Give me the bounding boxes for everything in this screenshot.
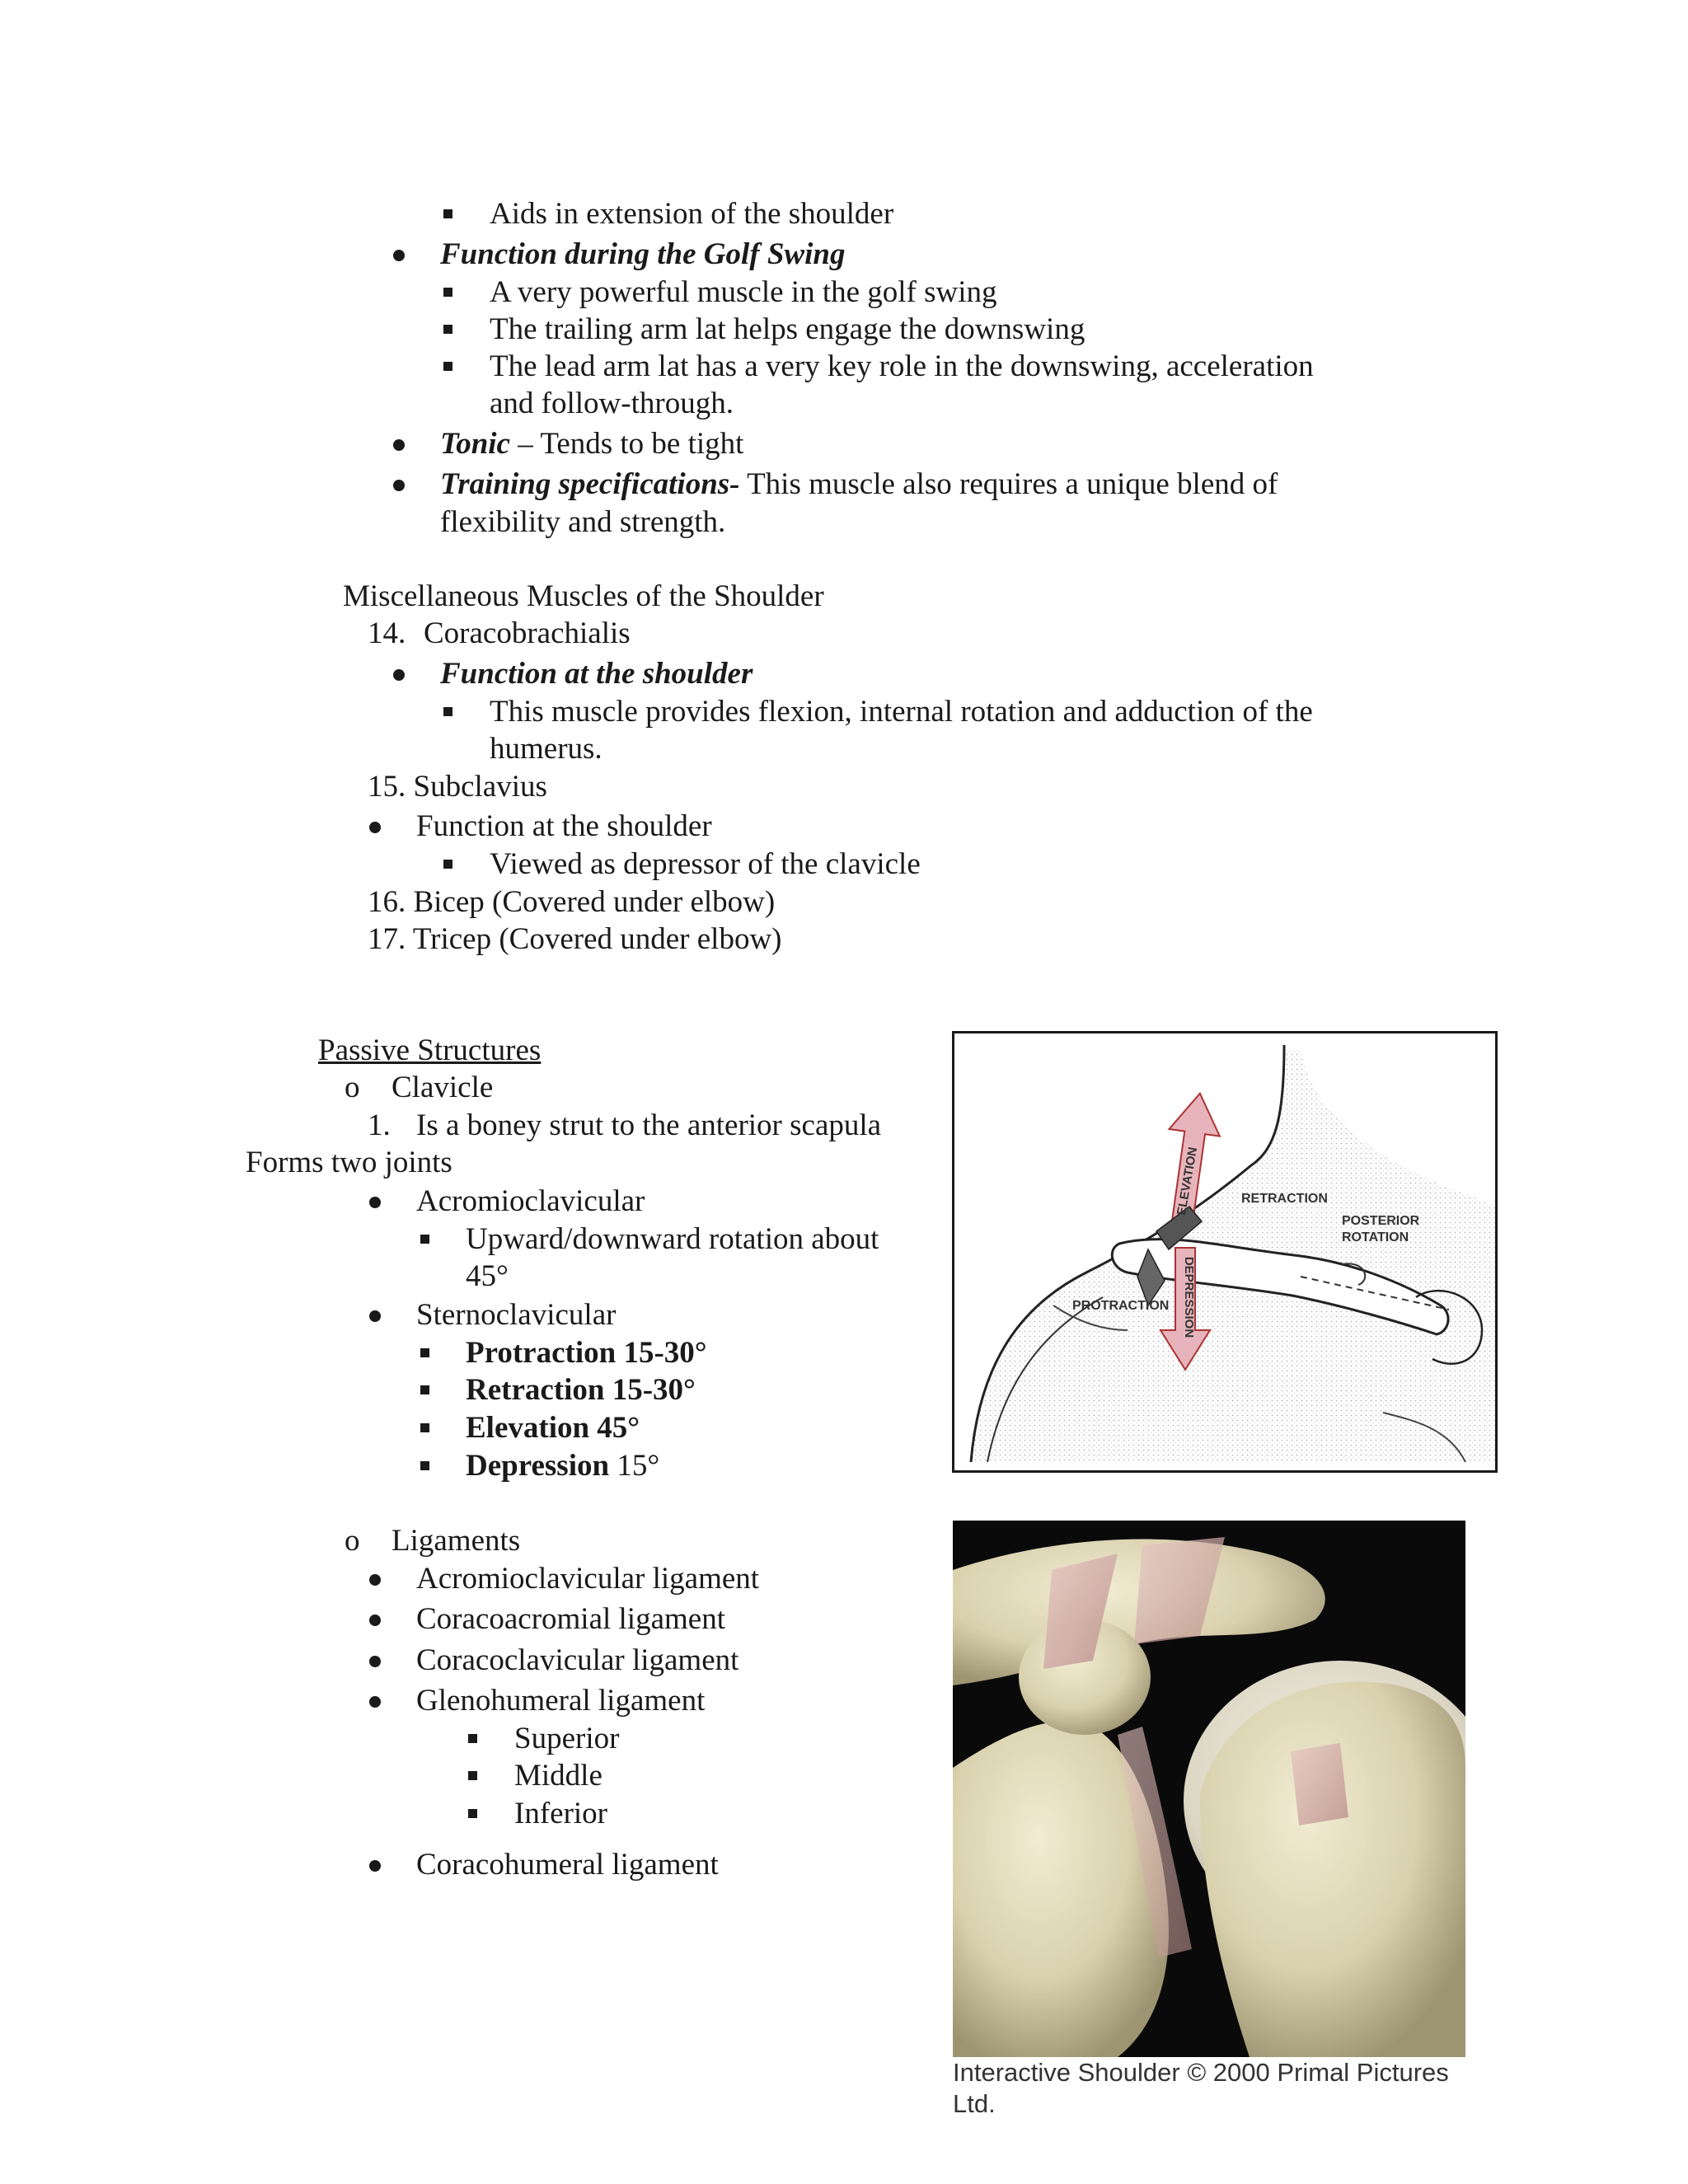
text-line: Glenohumeral ligament: [416, 1684, 706, 1718]
text-line: Ligaments: [392, 1524, 521, 1558]
bullet-dot: [369, 1860, 381, 1872]
text-line: Inferior: [514, 1797, 607, 1830]
bullet-square: [443, 325, 452, 334]
text-line: 17. Tricep (Covered under elbow): [368, 922, 782, 956]
text-line: Protraction 15-30°: [466, 1336, 707, 1370]
protraction-label: PROTRACTION: [1072, 1299, 1170, 1313]
text-line: Sternoclavicular: [416, 1298, 617, 1332]
bullet-dot: [369, 822, 381, 833]
text-line: Coracobrachialis: [424, 616, 631, 650]
term: Tonic: [440, 427, 510, 461]
bullet-o: o: [345, 1071, 360, 1104]
bullet-square: [443, 362, 452, 371]
bullet-square: [420, 1235, 429, 1244]
rotation-label: ROTATION: [1342, 1230, 1409, 1244]
text-line: Middle: [514, 1759, 603, 1793]
text-line: flexibility and strength.: [440, 505, 726, 539]
clavicle-motion-figure: [952, 1031, 1498, 1473]
term: Training specifications-: [440, 467, 740, 501]
section-heading: Passive Structures: [318, 1033, 542, 1067]
term: Depression: [466, 1449, 610, 1483]
text-line: Viewed as depressor of the clavicle: [490, 847, 921, 881]
text-line: 45°: [466, 1259, 509, 1293]
text-line: Coracoclavicular ligament: [416, 1643, 739, 1677]
text-line: Coracohumeral ligament: [416, 1848, 719, 1882]
bullet-dot: [369, 1656, 381, 1667]
bullet-square: [420, 1461, 429, 1470]
bullet-dot: [369, 1310, 381, 1322]
bullet-dot: [393, 250, 405, 261]
bullet-dot: [393, 480, 405, 491]
subheading: Function at the shoulder: [440, 657, 753, 691]
definition: 15°: [609, 1449, 660, 1483]
bullet-dot: [393, 439, 405, 451]
list-number: 1.: [368, 1108, 391, 1142]
text-line: Elevation 45°: [466, 1411, 640, 1445]
text-line: Coracoacromial ligament: [416, 1602, 725, 1636]
bullet-dot: [393, 669, 405, 681]
text-line: Acromioclavicular ligament: [416, 1562, 760, 1596]
caption-line: Ltd.: [953, 2089, 996, 2118]
text-line: The lead arm lat has a very key role in the downswing, acceleration: [490, 349, 1314, 383]
bullet-square: [468, 1809, 477, 1818]
text-line: 15. Subclavius: [368, 770, 547, 804]
text-line: Upward/downward rotation about: [466, 1222, 879, 1256]
bullet-square: [443, 288, 452, 297]
text-line: Function at the shoulder: [416, 809, 712, 843]
bullet-dot: [369, 1574, 381, 1586]
text-line: The trailing arm lat helps engage the downswing: [490, 312, 1085, 346]
bullet-dot: [369, 1615, 381, 1626]
bullet-o: o: [345, 1524, 360, 1558]
bullet-dot: [369, 1197, 381, 1208]
text-line: 16. Bicep (Covered under elbow): [368, 885, 776, 919]
bullet-square: [443, 860, 452, 869]
text-line: Acromioclavicular: [416, 1184, 645, 1218]
text-line: Superior: [514, 1722, 620, 1755]
retraction-label: RETRACTION: [1241, 1192, 1328, 1206]
text-line: [440, 466, 1278, 503]
caption-line: Interactive Shoulder © 2000 Primal Pictures: [953, 2058, 1449, 2087]
text-line: humerus.: [490, 732, 603, 766]
text-line: Clavicle: [392, 1071, 494, 1104]
figure-caption: [953, 2057, 1480, 2120]
text-line: This muscle provides flexion, internal rotation and adduction of the: [490, 695, 1313, 729]
text-line: Is a boney strut to the anterior scapula: [416, 1108, 882, 1142]
clavicle-motion-diagram: [954, 1033, 1495, 1470]
text-line: and follow-through.: [490, 387, 734, 420]
text-line: A very powerful muscle in the golf swing: [490, 275, 997, 309]
subheading: Function during the Golf Swing: [440, 237, 846, 271]
text-line: Aids in extension of the shoulder: [490, 197, 894, 231]
bullet-square: [468, 1771, 477, 1780]
text-line: [440, 426, 743, 462]
section-heading: Miscellaneous Muscles of the Shoulder: [343, 579, 824, 613]
bullet-square: [420, 1385, 429, 1394]
list-number: 14.: [368, 616, 406, 650]
definition: – Tends to be tight: [509, 427, 744, 461]
elevation-label: ELEVATION: [1174, 1146, 1201, 1216]
bullet-square: [420, 1348, 429, 1357]
depression-label: DEPRESSION: [1182, 1256, 1196, 1338]
definition: This muscle also requires a unique blend of: [739, 467, 1278, 501]
bullet-dot: [369, 1696, 381, 1708]
shoulder-render: [953, 1521, 1465, 2057]
text-line: [466, 1448, 659, 1484]
shoulder-ligament-figure: [953, 1521, 1465, 2057]
bullet-square: [468, 1734, 477, 1743]
text-line: Forms two joints: [246, 1146, 452, 1179]
posterior-label: POSTERIOR: [1342, 1214, 1420, 1228]
bullet-square: [443, 209, 452, 218]
bullet-square: [443, 707, 452, 716]
text-line: Retraction 15-30°: [466, 1373, 696, 1407]
bullet-square: [420, 1423, 429, 1432]
